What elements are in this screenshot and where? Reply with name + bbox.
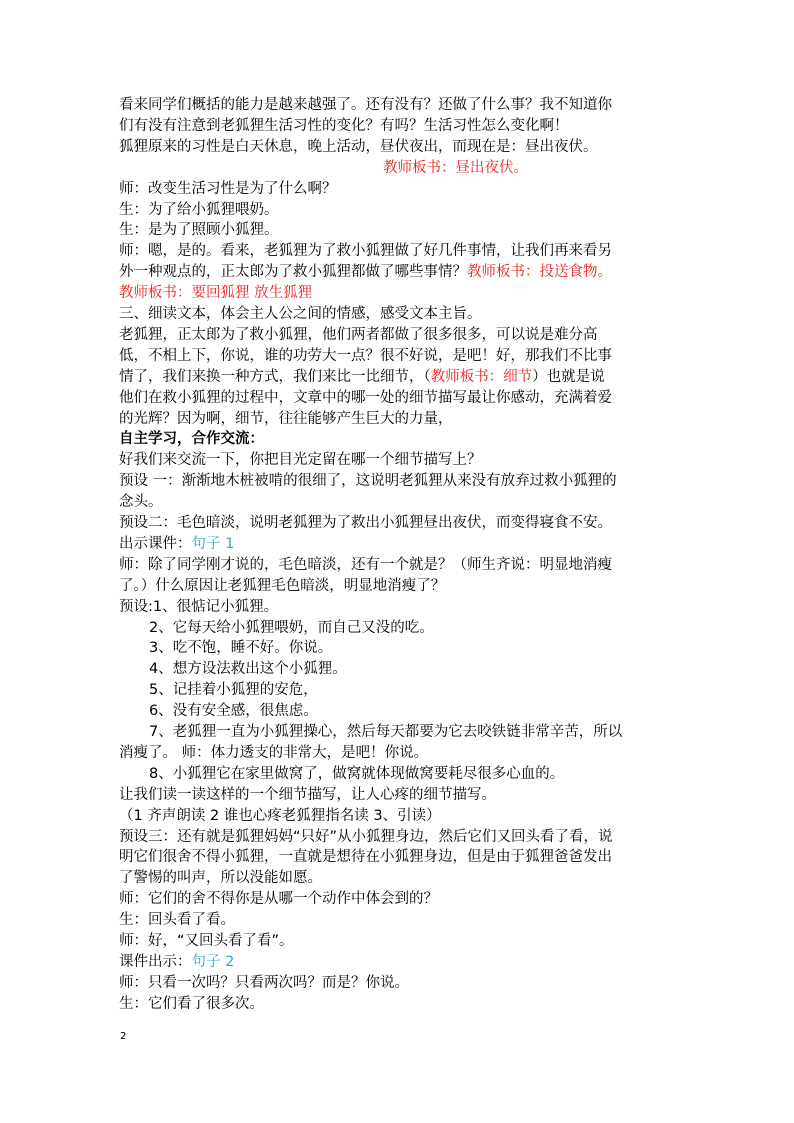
text-segment: 5、记挂着小狐狸的安危，	[149, 682, 318, 699]
text-line	[119, 304, 482, 324]
text-line	[119, 597, 278, 617]
page-number: 2	[120, 1031, 127, 1042]
text-segment: 出示课件：	[119, 535, 192, 552]
text-segment: 狐狸原来的习性是白天休息，晚上活动，昼伏夜出，而现在是：昼出夜伏。	[119, 138, 598, 155]
text-line	[119, 241, 612, 261]
text-segment: 了。）什么原因让老狐狸毛色暗淡，明显地消瘦了？	[119, 577, 446, 594]
text-segment: 预设二：毛色暗淡，说明老狐狸为了救出小狐狸昼出夜伏，而变得寝食不安。	[119, 515, 612, 531]
text-line	[119, 95, 612, 115]
text-segment: 8、小狐狸它在家里做窝了，做窝就体现做窝要耗尽很多心血的。	[149, 765, 565, 782]
section-heading: 自主学习，合作交流：	[119, 431, 264, 448]
text-segment: 消瘦了。 师：体力透支的非常大，是吧！你说。	[119, 744, 429, 761]
text-segment: 念头。	[119, 494, 163, 511]
slide-ref: 句子 1	[191, 535, 235, 552]
text-line	[119, 137, 598, 157]
text-segment: 们有没有注意到老狐狸生活习性的变化？有吗？生活习性怎么变化啊！	[119, 117, 569, 134]
text-line	[119, 889, 438, 909]
text-segment: 生：为了给小狐狸喂奶。	[119, 201, 279, 218]
text-segment: 师：嗯，是的。看来，老狐狸为了救小狐狸做了好几件事情，让我们再来看另	[119, 243, 612, 260]
text-line	[149, 680, 318, 700]
text-line	[119, 325, 598, 345]
text-line	[119, 576, 445, 596]
text-line	[119, 200, 279, 220]
text-segment: 师：好，“又回头看了看”。	[119, 933, 294, 949]
board-note: 教师板书：投送食物。	[467, 264, 612, 281]
board-note: 教师板书：昼出夜伏。	[383, 159, 528, 176]
text-line	[119, 973, 409, 993]
text-line	[119, 220, 279, 240]
text-segment: 师：除了同学刚才说的，毛色暗淡，还有一个就是？（师生齐说：明显地消瘦	[119, 556, 612, 573]
text-segment: 预设三：还有就是狐狸妈妈“只好”从小狐狸身边，然后它们又回头看了看，说	[119, 828, 613, 845]
text-line	[119, 179, 337, 199]
text-segment: （1 齐声朗读 2 谁也心疼老狐狸指名读 3、引读）	[119, 807, 441, 824]
text-segment: 让我们读一读这样的一个细节描写，让人心疼的细节描写。	[119, 786, 496, 803]
text-segment: 师：只看一次吗？只看两次吗？而是？你说。	[119, 974, 409, 991]
text-line	[119, 116, 569, 136]
text-segment: 了警惕的叫声，所以没能如愿。	[119, 870, 322, 887]
text-line	[119, 952, 234, 972]
text-line	[119, 283, 312, 303]
text-line	[119, 513, 612, 533]
text-segment: 生：它们看了很多次。	[119, 995, 264, 1012]
text-line	[119, 492, 163, 512]
text-line	[149, 701, 318, 721]
text-line	[119, 868, 322, 888]
text-segment: 低，不相上下，你说，谁的功劳大一点？很不好说，是吧！好，那我们不比事	[119, 347, 612, 364]
text-line	[119, 785, 496, 805]
text-segment: 老狐狸，正太郎为了救小狐狸，他们两者都做了很多很多，可以说是难分高	[119, 326, 598, 343]
text-line	[119, 367, 605, 387]
text-line	[119, 806, 441, 826]
text-line	[119, 534, 234, 554]
text-line	[119, 910, 235, 930]
text-line	[119, 429, 264, 449]
text-line	[119, 450, 482, 470]
text-line	[119, 346, 612, 366]
text-segment: 生：回头看了看。	[119, 912, 235, 929]
text-segment: 三、细读文本，体会主人公之间的情感，感受文本主旨。	[119, 306, 482, 322]
text-line	[383, 158, 528, 178]
text-segment: 他们在救小狐狸的过程中，文章中的哪一处的细节描写最让你感动，充满着爱	[119, 389, 612, 406]
text-segment: 预设 一：渐渐地木桩被啃的很细了，这说明老狐狸从来没有放弃过救小狐狸的	[119, 473, 617, 490]
text-segment: 7、老狐狸一直为小狐狸操心，然后每天都要为它去咬铁链非常辛苦，所以	[149, 724, 623, 740]
text-segment: 2、它每天给小狐狸喂奶，而自己又没的吃。	[149, 619, 434, 636]
text-segment: 情了，我们来换一种方式，我们来比一比细节，（	[119, 368, 431, 385]
text-line	[149, 638, 332, 658]
text-segment: 的光辉？因为啊，细节，往往能够产生巨大的力量，	[119, 410, 453, 427]
text-segment: 生：是为了照顾小狐狸。	[119, 222, 279, 239]
text-line	[149, 659, 347, 679]
text-line	[119, 743, 428, 763]
text-segment: 3、吃不饱，睡不好。你说。	[149, 640, 333, 657]
text-segment: 4、想方设法救出这个小狐狸。	[149, 661, 347, 678]
text-segment: 师：改变生活习性是为了什么啊？	[119, 180, 337, 197]
slide-ref: 句子 2	[191, 953, 235, 970]
text-line	[149, 764, 564, 784]
text-line	[119, 471, 617, 491]
text-segment: 看来同学们概括的能力是越来越强了。还有没有？还做了什么事？我不知道你	[119, 97, 612, 113]
text-segment: 预设:1、很惦记小狐狸。	[119, 598, 279, 615]
text-segment: ）也就是说	[532, 368, 605, 385]
text-segment: 课件出示：	[119, 953, 192, 970]
text-line	[149, 618, 434, 638]
text-line	[119, 827, 613, 847]
text-segment: 明它们很舍不得小狐狸，一直就是想待在小狐狸身边，但是由于狐狸爸爸发出	[119, 849, 612, 866]
text-line	[119, 847, 612, 867]
text-segment: 好我们来交流一下，你把目光定留在哪一个细节描写上？	[119, 452, 482, 469]
board-note: 教师板书：细节	[430, 368, 533, 385]
text-line	[119, 409, 453, 429]
text-line	[119, 262, 612, 282]
text-line	[119, 555, 612, 575]
text-line	[119, 931, 294, 951]
text-line	[119, 994, 264, 1014]
text-segment: 外一种观点的，正太郎为了救小狐狸都做了哪些事情？	[119, 264, 467, 281]
board-note: 教师板书：要回狐狸 放生狐狸	[119, 285, 313, 302]
text-line	[119, 388, 612, 408]
text-line	[149, 722, 622, 742]
text-segment: 6、没有安全感，很焦虑。	[149, 703, 318, 720]
text-segment: 师：它们的舍不得你是从哪一个动作中体会到的？	[119, 891, 438, 908]
